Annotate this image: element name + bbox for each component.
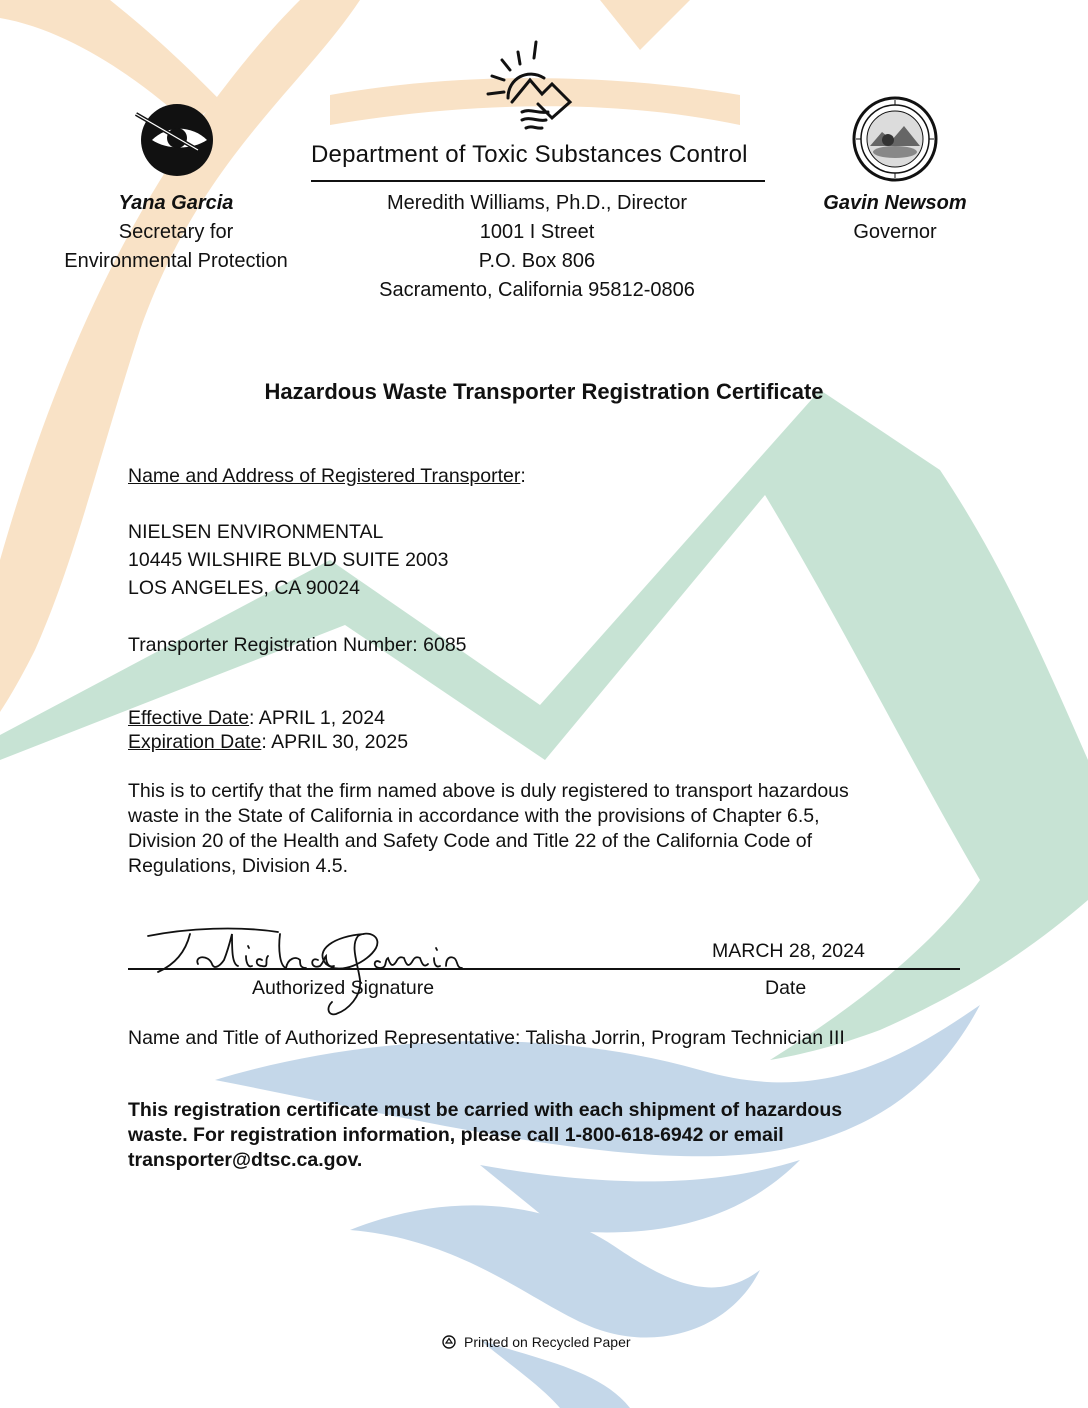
authorized-representative: Name and Title of Authorized Representative: Talisha Jorrin, Program Technician III [128,1027,845,1049]
expiration-date-value: : APRIL 30, 2025 [261,731,409,753]
recycle-icon [442,1335,456,1349]
registration-label: Transporter Registration Number: [128,634,424,656]
registration-number: 6085 [423,634,467,656]
secretary-title-line2: Environmental Protection [64,250,288,272]
notice-line: waste. For registration information, please call 1-800-618-6942 or email [128,1124,784,1146]
address-heading-label: Name and Address of Registered Transporter [128,465,521,487]
signature-line [128,968,960,970]
secretary-name: Yana Garcia [118,192,234,214]
notice-line: This registration certificate must be carried with each shipment of hazardous [128,1099,843,1121]
date-caption: Date [765,977,807,999]
street-line: 1001 I Street [479,221,595,243]
expiration-date-line [128,730,408,754]
secretary-block [40,189,312,276]
address-heading-colon: : [520,465,526,487]
certificate-title: Hazardous Waste Transporter Registration Certificate [264,379,824,404]
blue-wave-3 [350,1205,760,1337]
statement-line: Regulations, Division 4.5. [128,855,349,877]
signature-caption: Authorized Signature [252,977,435,999]
secretary-title-line1: Secretary for [118,221,234,243]
footer-text: Printed on Recycled Paper [464,1334,631,1350]
statement-line: Division 20 of the Health and Safety Code and Title 22 of the California Code of [128,830,813,852]
expiration-date-label: Expiration Date [128,731,262,753]
recycled-paper-footer [442,1334,631,1350]
certification-statement [128,779,928,879]
effective-date-value: : APRIL 1, 2024 [249,707,385,729]
handwritten-signature [128,920,478,1020]
director-line: Meredith Williams, Ph.D., Director [386,192,688,214]
address-line-1: 10445 WILSHIRE BLVD SUITE 2003 [128,549,449,571]
orange-swoosh-top [600,0,690,50]
effective-date-line [128,706,408,730]
registration-number-line [128,631,467,659]
signature-text-hidden [128,940,129,941]
city-line: Sacramento, California 95812-0806 [379,279,695,301]
department-address-block [337,189,737,305]
calepa-logo-icon [132,100,218,180]
address-line-2: LOS ANGELES, CA 90024 [128,577,360,599]
carry-certificate-notice [128,1098,928,1173]
statement-line: This is to certify that the firm named above is duly registered to transport hazardous [128,780,849,802]
governor-title: Governor [853,221,937,243]
governor-block [800,189,990,247]
notice-line: transporter@dtsc.ca.gov. [128,1149,363,1171]
department-title: Department of Toxic Substances Control [311,141,748,168]
governor-name: Gavin Newsom [823,192,967,214]
signature-date: MARCH 28, 2024 [712,940,865,962]
dtsc-sun-mountain-logo-icon [478,38,588,142]
po-box-line: P.O. Box 806 [478,250,596,272]
address-heading [128,462,526,490]
dates-block [128,706,408,754]
transporter-address [128,518,448,602]
california-state-seal-icon [852,96,938,182]
effective-date-label: Effective Date [128,707,250,729]
statement-line: waste in the State of California in accordance with the provisions of Chapter 6.5, [128,805,820,827]
blue-wave-4 [480,1340,630,1408]
company-name: NIELSEN ENVIRONMENTAL [128,521,384,543]
header-divider [311,180,765,182]
